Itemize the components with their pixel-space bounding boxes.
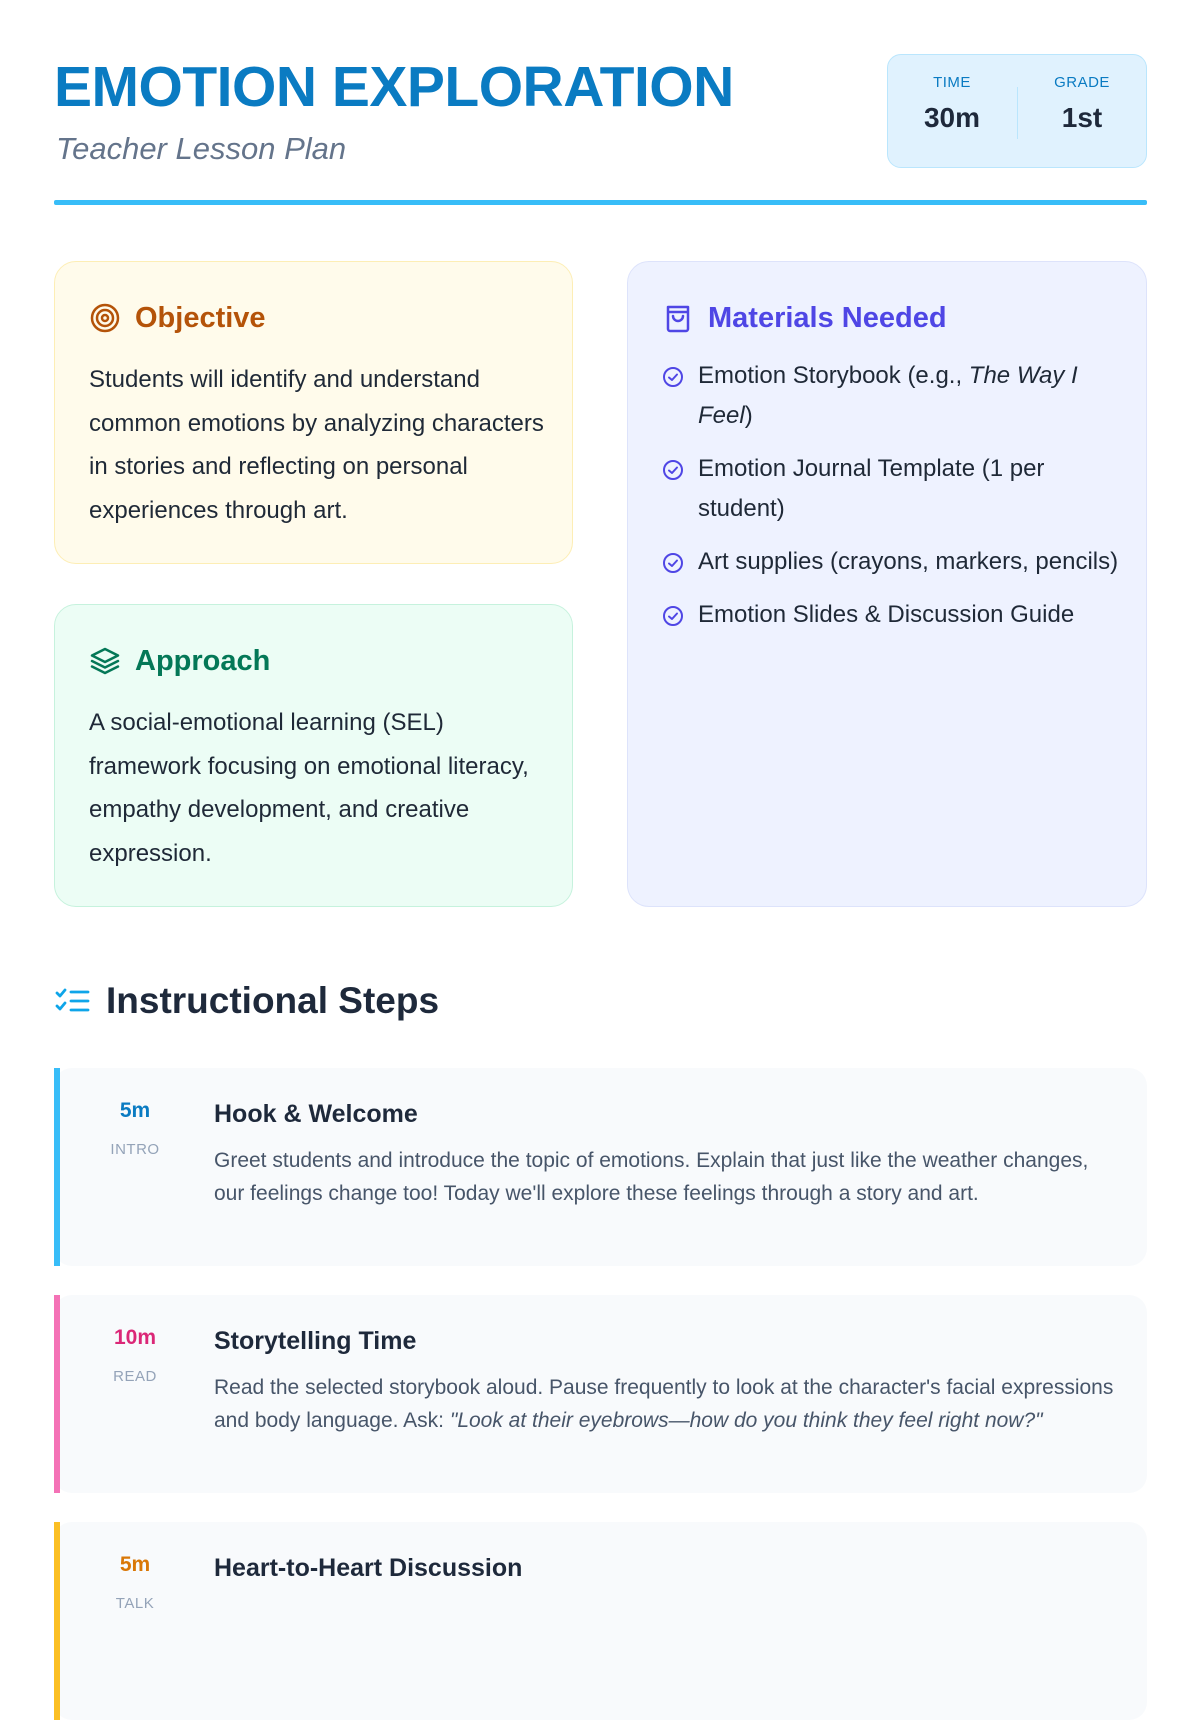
materials-heading (662, 300, 947, 336)
grade-value: 1st (1061, 102, 1103, 133)
step-accent-bar (54, 1522, 60, 1720)
shopping-bag-icon (662, 302, 694, 334)
check-circle-icon (662, 552, 684, 574)
time-label: TIME (933, 74, 971, 91)
step-tag: READ (113, 1368, 157, 1385)
step-title: Storytelling Time (214, 1327, 417, 1355)
objective-heading (89, 300, 266, 336)
materials-item-text: Emotion Journal Template (1 per student) (698, 455, 1045, 522)
materials-item-text: Emotion Storybook (e.g., The Way I Feel) (698, 362, 1078, 429)
objective-card (54, 261, 573, 564)
page-title: EMOTION EXPLORATION (54, 55, 734, 119)
step-card (54, 1522, 1147, 1720)
grade-label: GRADE (1054, 74, 1110, 91)
checklist-icon (54, 985, 90, 1017)
step-card (54, 1295, 1147, 1493)
step-tag: INTRO (110, 1141, 160, 1158)
step-description: Greet students and introduce the topic of emotions. Explain that just like the weather changes, our feelings change too! Today we'll explore these feelings through a story and art. (214, 1149, 1089, 1205)
time-meta (888, 73, 1016, 135)
check-circle-icon (662, 459, 684, 481)
materials-item-text: Art supplies (crayons, markers, pencils) (698, 548, 1119, 575)
steps-heading (54, 978, 439, 1024)
objective-title: Objective (135, 302, 266, 334)
step-title: Hook & Welcome (214, 1100, 418, 1128)
step-tag: TALK (115, 1595, 155, 1612)
materials-list (662, 356, 1122, 648)
target-icon (89, 302, 121, 334)
lesson-plan-page (54, 0, 1147, 1612)
step-duration: 5m (119, 1099, 151, 1122)
page-subtitle: Teacher Lesson Plan (56, 131, 347, 166)
step-accent-bar (54, 1295, 60, 1493)
time-value: 30m (923, 102, 981, 133)
step-title: Heart-to-Heart Discussion (214, 1554, 523, 1582)
step-description: Read the selected storybook aloud. Pause frequently to look at the character's facial expressions and body language. Ask: "Look at their eyebrows—how do you think they feel right now?" (214, 1376, 1114, 1432)
header (54, 54, 1147, 206)
layers-icon (89, 645, 121, 677)
materials-item (662, 595, 1122, 635)
materials-title: Materials Needed (708, 302, 947, 334)
step-duration: 5m (119, 1553, 151, 1576)
step-duration: 10m (113, 1326, 157, 1349)
materials-item (662, 356, 1122, 436)
check-circle-icon (662, 366, 684, 388)
steps-title: Instructional Steps (106, 980, 440, 1021)
step-accent-bar (54, 1068, 60, 1266)
approach-heading (89, 643, 270, 679)
step-card (54, 1068, 1147, 1266)
materials-item (662, 449, 1122, 529)
check-circle-icon (662, 605, 684, 627)
materials-item (662, 542, 1122, 582)
objective-text: Students will identify and understand common emotions by analyzing characters in stories and reflecting on personal experiences through art. (89, 366, 544, 524)
header-divider (54, 200, 1147, 205)
lesson-meta-box (887, 54, 1147, 168)
approach-card (54, 604, 573, 907)
grade-meta (1018, 73, 1146, 135)
approach-title: Approach (135, 645, 271, 677)
approach-text: A social-emotional learning (SEL) framework focusing on emotional literacy, empathy development, and creative expression. (89, 709, 529, 867)
materials-item-text: Emotion Slides & Discussion Guide (698, 601, 1075, 628)
step-quote: "Look at their eyebrows—how do you think they feel right now?" (449, 1409, 1043, 1432)
materials-card (627, 261, 1147, 907)
